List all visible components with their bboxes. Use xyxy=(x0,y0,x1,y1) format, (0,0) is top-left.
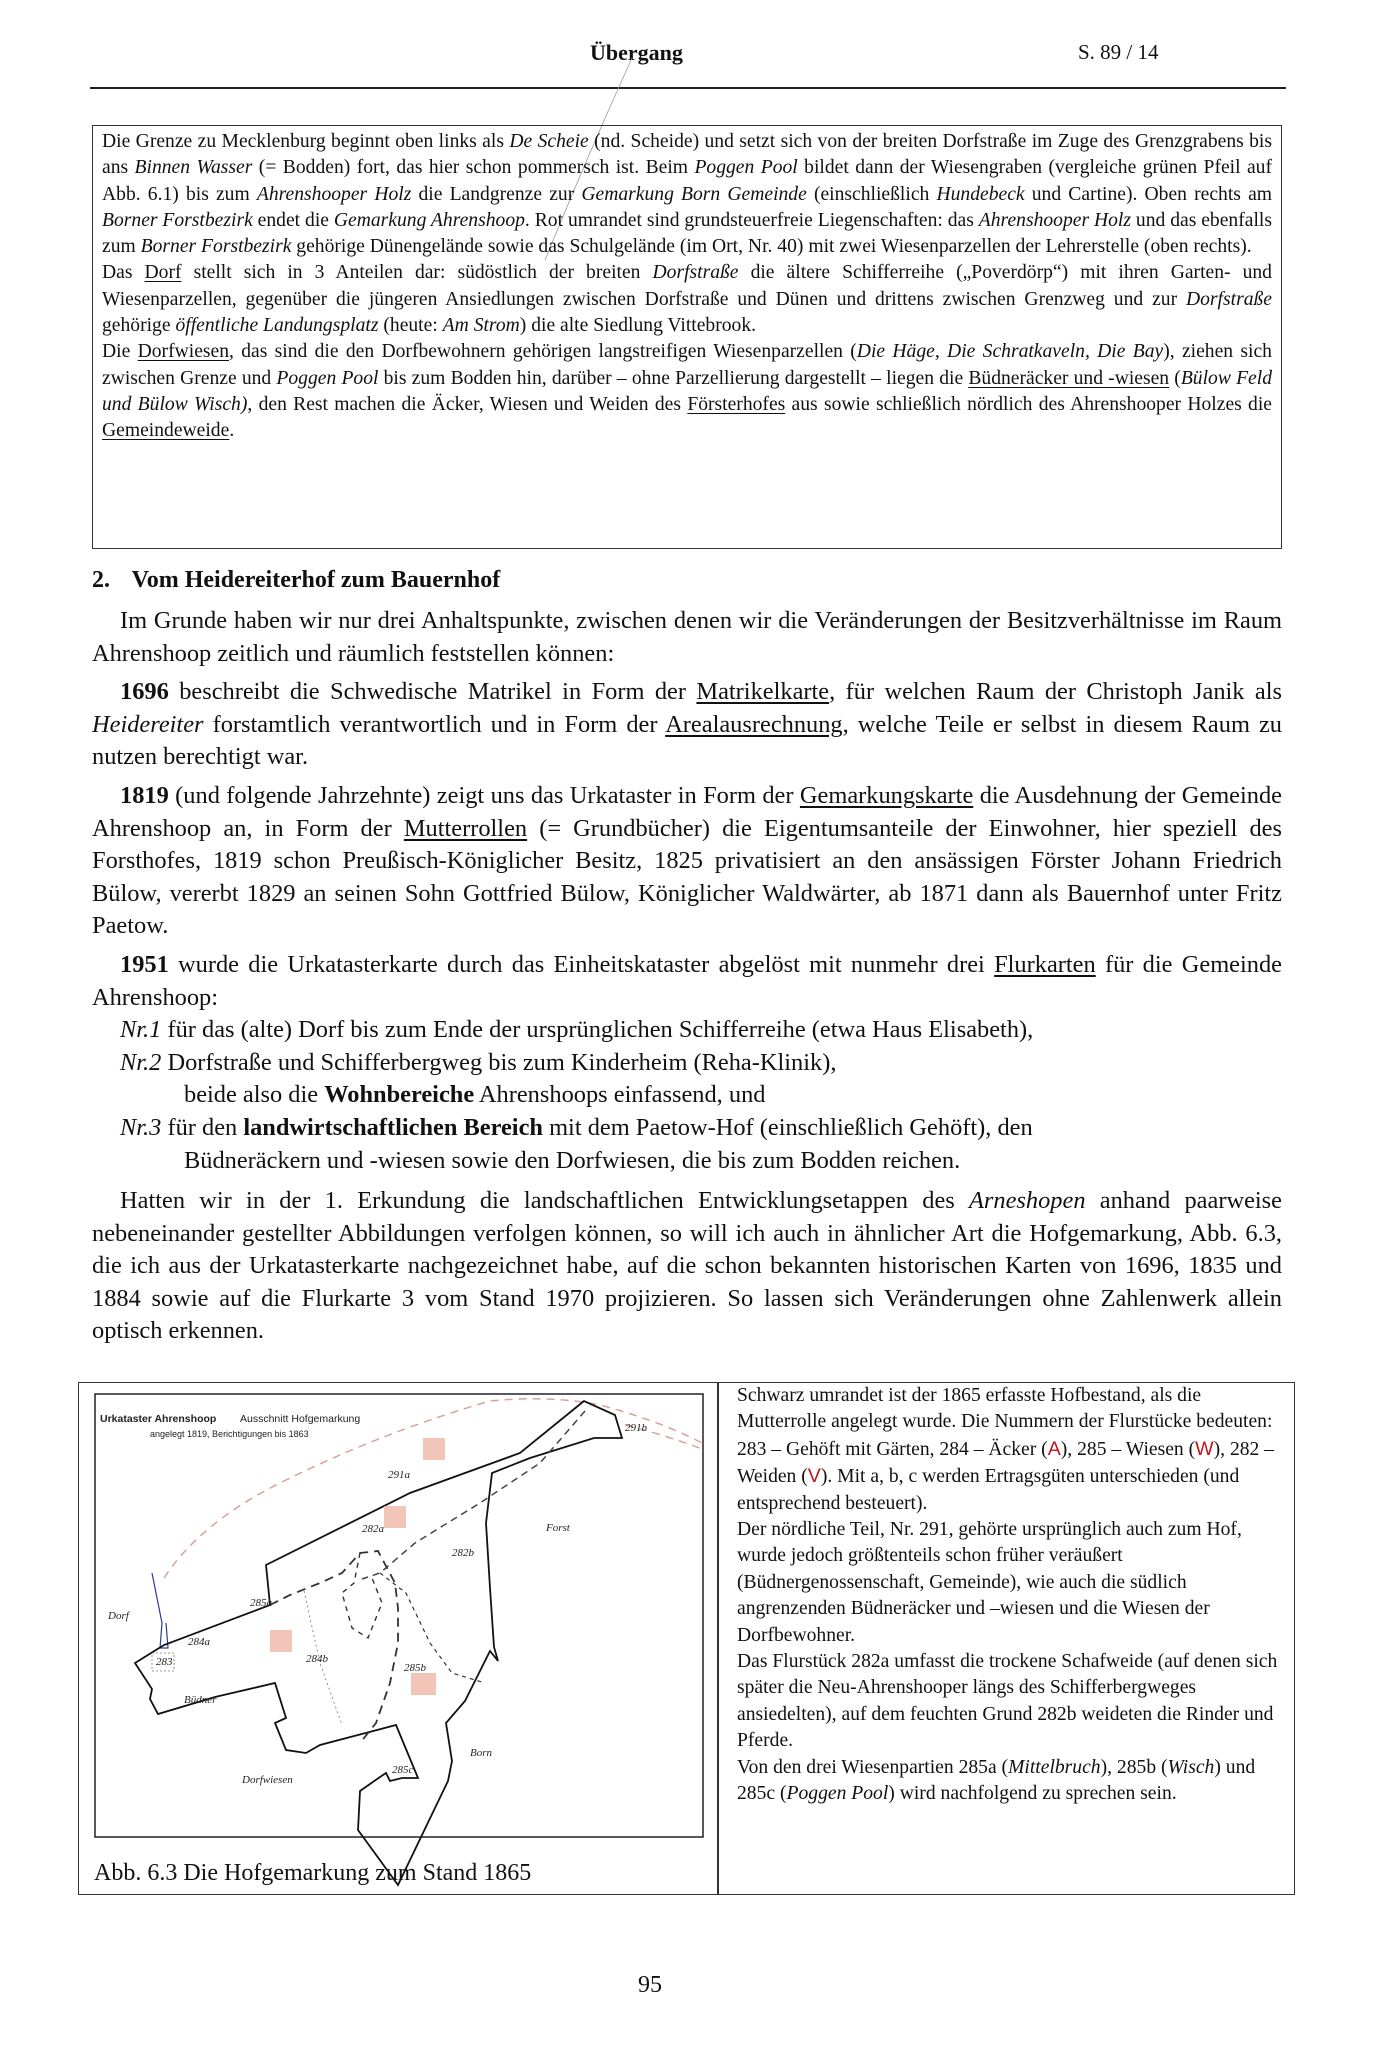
label-285a: 285a xyxy=(250,1597,272,1609)
section-number: 2. xyxy=(92,567,110,593)
list-item-nr2: Nr.2 Dorfstraße und Schifferbergweg bis zum Kinderheim (Reha-Klinik), xyxy=(120,1048,837,1076)
body-text xyxy=(92,605,1282,1354)
list-item-nr1: Nr.1 für das (alte) Dorf bis zum Ende der ursprünglichen Schifferreihe (etwa Haus Elisabeth), xyxy=(120,1016,1034,1044)
section-heading xyxy=(92,567,500,594)
label-buedner: Büdner xyxy=(184,1694,217,1706)
marker-282a xyxy=(384,1506,406,1528)
label-291b: 291b xyxy=(625,1422,647,1434)
list-item-nr2-continuation: beide also die Wohnbereiche Ahrenshoops einfassend, und xyxy=(184,1081,766,1109)
header-rule xyxy=(90,87,1286,89)
label-285c: 285c xyxy=(392,1764,414,1776)
paragraph-closing: Hatten wir in der 1. Erkundung die landschaftlichen Entwicklungsetappen des Arneshopen anhand paarweise nebeneinander gestellter Abbildungen verfolgen können, so will ich auch in ähnlicher Art die Hofgemarkung, Abb. 6.3, die ich aus der Urkatasterkarte nachgezeichnet habe, auf die schon bekannten historischen Karten von 1696, 1835 und 1884 sowie auf die Flurkarte 3 vom Stand 1970 projizieren. So lassen sich Veränderungen ohne Zahlenwerk allein optisch erkennen. xyxy=(92,1187,1282,1345)
paragraph-1696: 1696 beschreibt die Schwedische Matrikel in Form der Matrikelkarte, für welchen Raum der Christoph Janik als Heidereiter forstamtlich verantwortlich und in Form der Arealausrechnung, welche Teile er selbst in diesem Raum zu nutzen berechtigt war. xyxy=(92,678,1282,771)
list-item-nr3: Nr.3 für den landwirtschaftlichen Bereich mit dem Paetow-Hof (einschließlich Gehöft), den xyxy=(120,1113,1033,1141)
label-284b: 284b xyxy=(306,1653,328,1665)
paragraph-border: Die Grenze zu Mecklenburg beginnt oben links als De Scheie (nd. Scheide) und setzt sich von der breiten Dorfstraße im Zuge des Grenzgrabens bis ans Binnen Wasser (= Bodden) fort, das hier schon pommersch ist. Beim Poggen Pool bildet dann der Wiesengraben (vergleiche grünen Pfeil auf Abb. 6.1) bis zum Ahrenshooper Holz die Landgrenze zur Gemarkung Born Gemeinde (einschließlich Hundebeck und Cartine). Oben rechts am Borner Forstbezirk endet die Gemarkung Ahrenshoop. Rot umrandet sind grundsteuerfreie Liegenschaften: das Ahrenshooper Holz und das ebenfalls zum Borner Forstbezirk gehörige Dünengelände sowie das Schulgelände (im Ort, Nr. 40) mit zwei Wiesenparzellen der Lehrerstelle (oben rechts). xyxy=(102,131,1273,258)
figure-divider xyxy=(717,1383,719,1894)
marker-285b xyxy=(411,1673,436,1695)
label-291a: 291a xyxy=(388,1469,410,1481)
label-born: Born xyxy=(470,1747,492,1759)
marker-291a xyxy=(423,1438,445,1460)
running-header-page-ref: S. 89 / 14 xyxy=(1078,40,1159,64)
label-283: 283 xyxy=(156,1656,173,1668)
cadastral-map xyxy=(80,1383,717,1893)
page-number: 95 xyxy=(638,1972,662,1998)
label-forst: Forst xyxy=(546,1522,570,1534)
running-header-title: Übergang xyxy=(590,40,683,65)
label-dorf: Dorf xyxy=(108,1610,129,1622)
figure-caption: Abb. 6.3 Die Hofgemarkung zum Stand 1865 xyxy=(94,1860,532,1886)
figure-text-legend: Schwarz umrandet ist der 1865 erfasste Hofbestand, als die Mutterrolle angelegt wurde. Die Nummern der Flurstücke bedeuten: 283 – Gehöft mit Gärten, 284 – Äcker (A), 285 – Wiesen (W), 282 – Weiden (V). Mit a, b, c werden Ertragsgüten unterschieden (und entsprechend besteuert). xyxy=(737,1385,1275,1514)
paragraph-village: Das Dorf stellt sich in 3 Anteilen dar: südöstlich der breiten Dorfstraße die ältere Schifferreihe („Poverdörp“) mit ihren Garten- und Wiesenparzellen, gegenüber die jüngeren Ansiedlungen zwischen Dorfstraße und Dünen und drittens zwischen Grenzweg und zur Dorfstraße gehörige öffentliche Landungsplatz (heute: Am Strom) die alte Siedlung Vittebrook. xyxy=(102,262,1272,337)
label-282a: 282a xyxy=(362,1523,384,1535)
figure-text-meadows: Von den drei Wiesenpartien 285a (Mittelbruch), 285b (Wisch) und 285c (Poggen Pool) wird nachfolgend zu sprechen sein. xyxy=(737,1756,1256,1805)
figure-text-parcel-282: Das Flurstück 282a umfasst die trockene Schafweide (auf denen sich später die Neu-Ahrenshooper längs des Schifferbergweges ansiedelten), auf dem feuchten Grund 282b weideten die Rinder und Pferde. xyxy=(737,1651,1278,1752)
figure-description xyxy=(737,1383,1282,1808)
label-284a: 284a xyxy=(188,1636,210,1648)
figure-text-north-part: Der nördliche Teil, Nr. 291, gehörte ursprünglich auch zum Hof, wurde jedoch größtenteils schon früher veräußert (Büdnergenossenschaft, Gemeinde), wie auch die südlich angrenzenden Büdneräcker und –wiesen und die Wiesen der Dorfbewohner. xyxy=(737,1519,1242,1646)
paragraph-1951: 1951 wurde die Urkatasterkarte durch das Einheitskataster abgelöst mit nunmehr drei Flurkarten für die Gemeinde Ahrenshoop: xyxy=(92,950,1282,1011)
section-title: Vom Heidereiterhof zum Bauernhof xyxy=(131,567,501,593)
marker-284 xyxy=(270,1630,292,1652)
label-282b: 282b xyxy=(452,1547,474,1559)
map-subtitle: Ausschnitt Hofgemarkung xyxy=(240,1413,361,1425)
map-title: Urkataster Ahrenshoop xyxy=(100,1413,217,1425)
map-note: angelegt 1819, Berichtigungen bis 1863 xyxy=(150,1429,309,1439)
paragraph-1819: 1819 (und folgende Jahrzehnte) zeigt uns das Urkataster in Form der Gemarkungskarte die Ausdehnung der Gemeinde Ahrenshoop an, in Form der Mutterrollen (= Grundbücher) die Eigentumsanteile der Einwohner, hier speziell des Forsthofes, 1819 schon Preußisch-Königlicher Besitz, 1825 privatisiert an den ansässigen Förster Johann Friedrich Bülow, vererbt 1829 an seinen Sohn Gottfried Bülow, Königlicher Waldwärter, ab 1871 dann als Bauernhof unter Fritz Paetow. xyxy=(92,781,1282,940)
label-dorfwiesen: Dorfwiesen xyxy=(242,1774,293,1786)
paragraph-intro: Im Grunde haben wir nur drei Anhaltspunkte, zwischen denen wir die Veränderungen der Besitzverhältnisse im Raum Ahrenshoop zeitlich und räumlich feststellen können: xyxy=(92,607,1282,667)
label-285b: 285b xyxy=(404,1662,426,1674)
paragraph-village-meadows: Die Dorfwiesen, das sind die den Dorfbewohnern gehörigen langstreifigen Wiesenparzellen (Die Häge, Die Schratkaveln, Die Bay), ziehen sich zwischen Grenze und Poggen Pool bis zum Bodden hin, darüber – ohne Parzellierung dargestellt – liegen die Büdneräcker und -wiesen (Bülow Feld und Bülow Wisch), den Rest machen die Äcker, Wiesen und Weiden des Försterhofes aus sowie schließlich nördlich des Ahrenshooper Holzes die Gemeindeweide. xyxy=(102,341,1272,442)
list-item-nr3-continuation: Büdneräckern und -wiesen sowie den Dorfwiesen, die bis zum Bodden reichen. xyxy=(184,1146,961,1174)
map-explanation-box xyxy=(92,125,1282,549)
